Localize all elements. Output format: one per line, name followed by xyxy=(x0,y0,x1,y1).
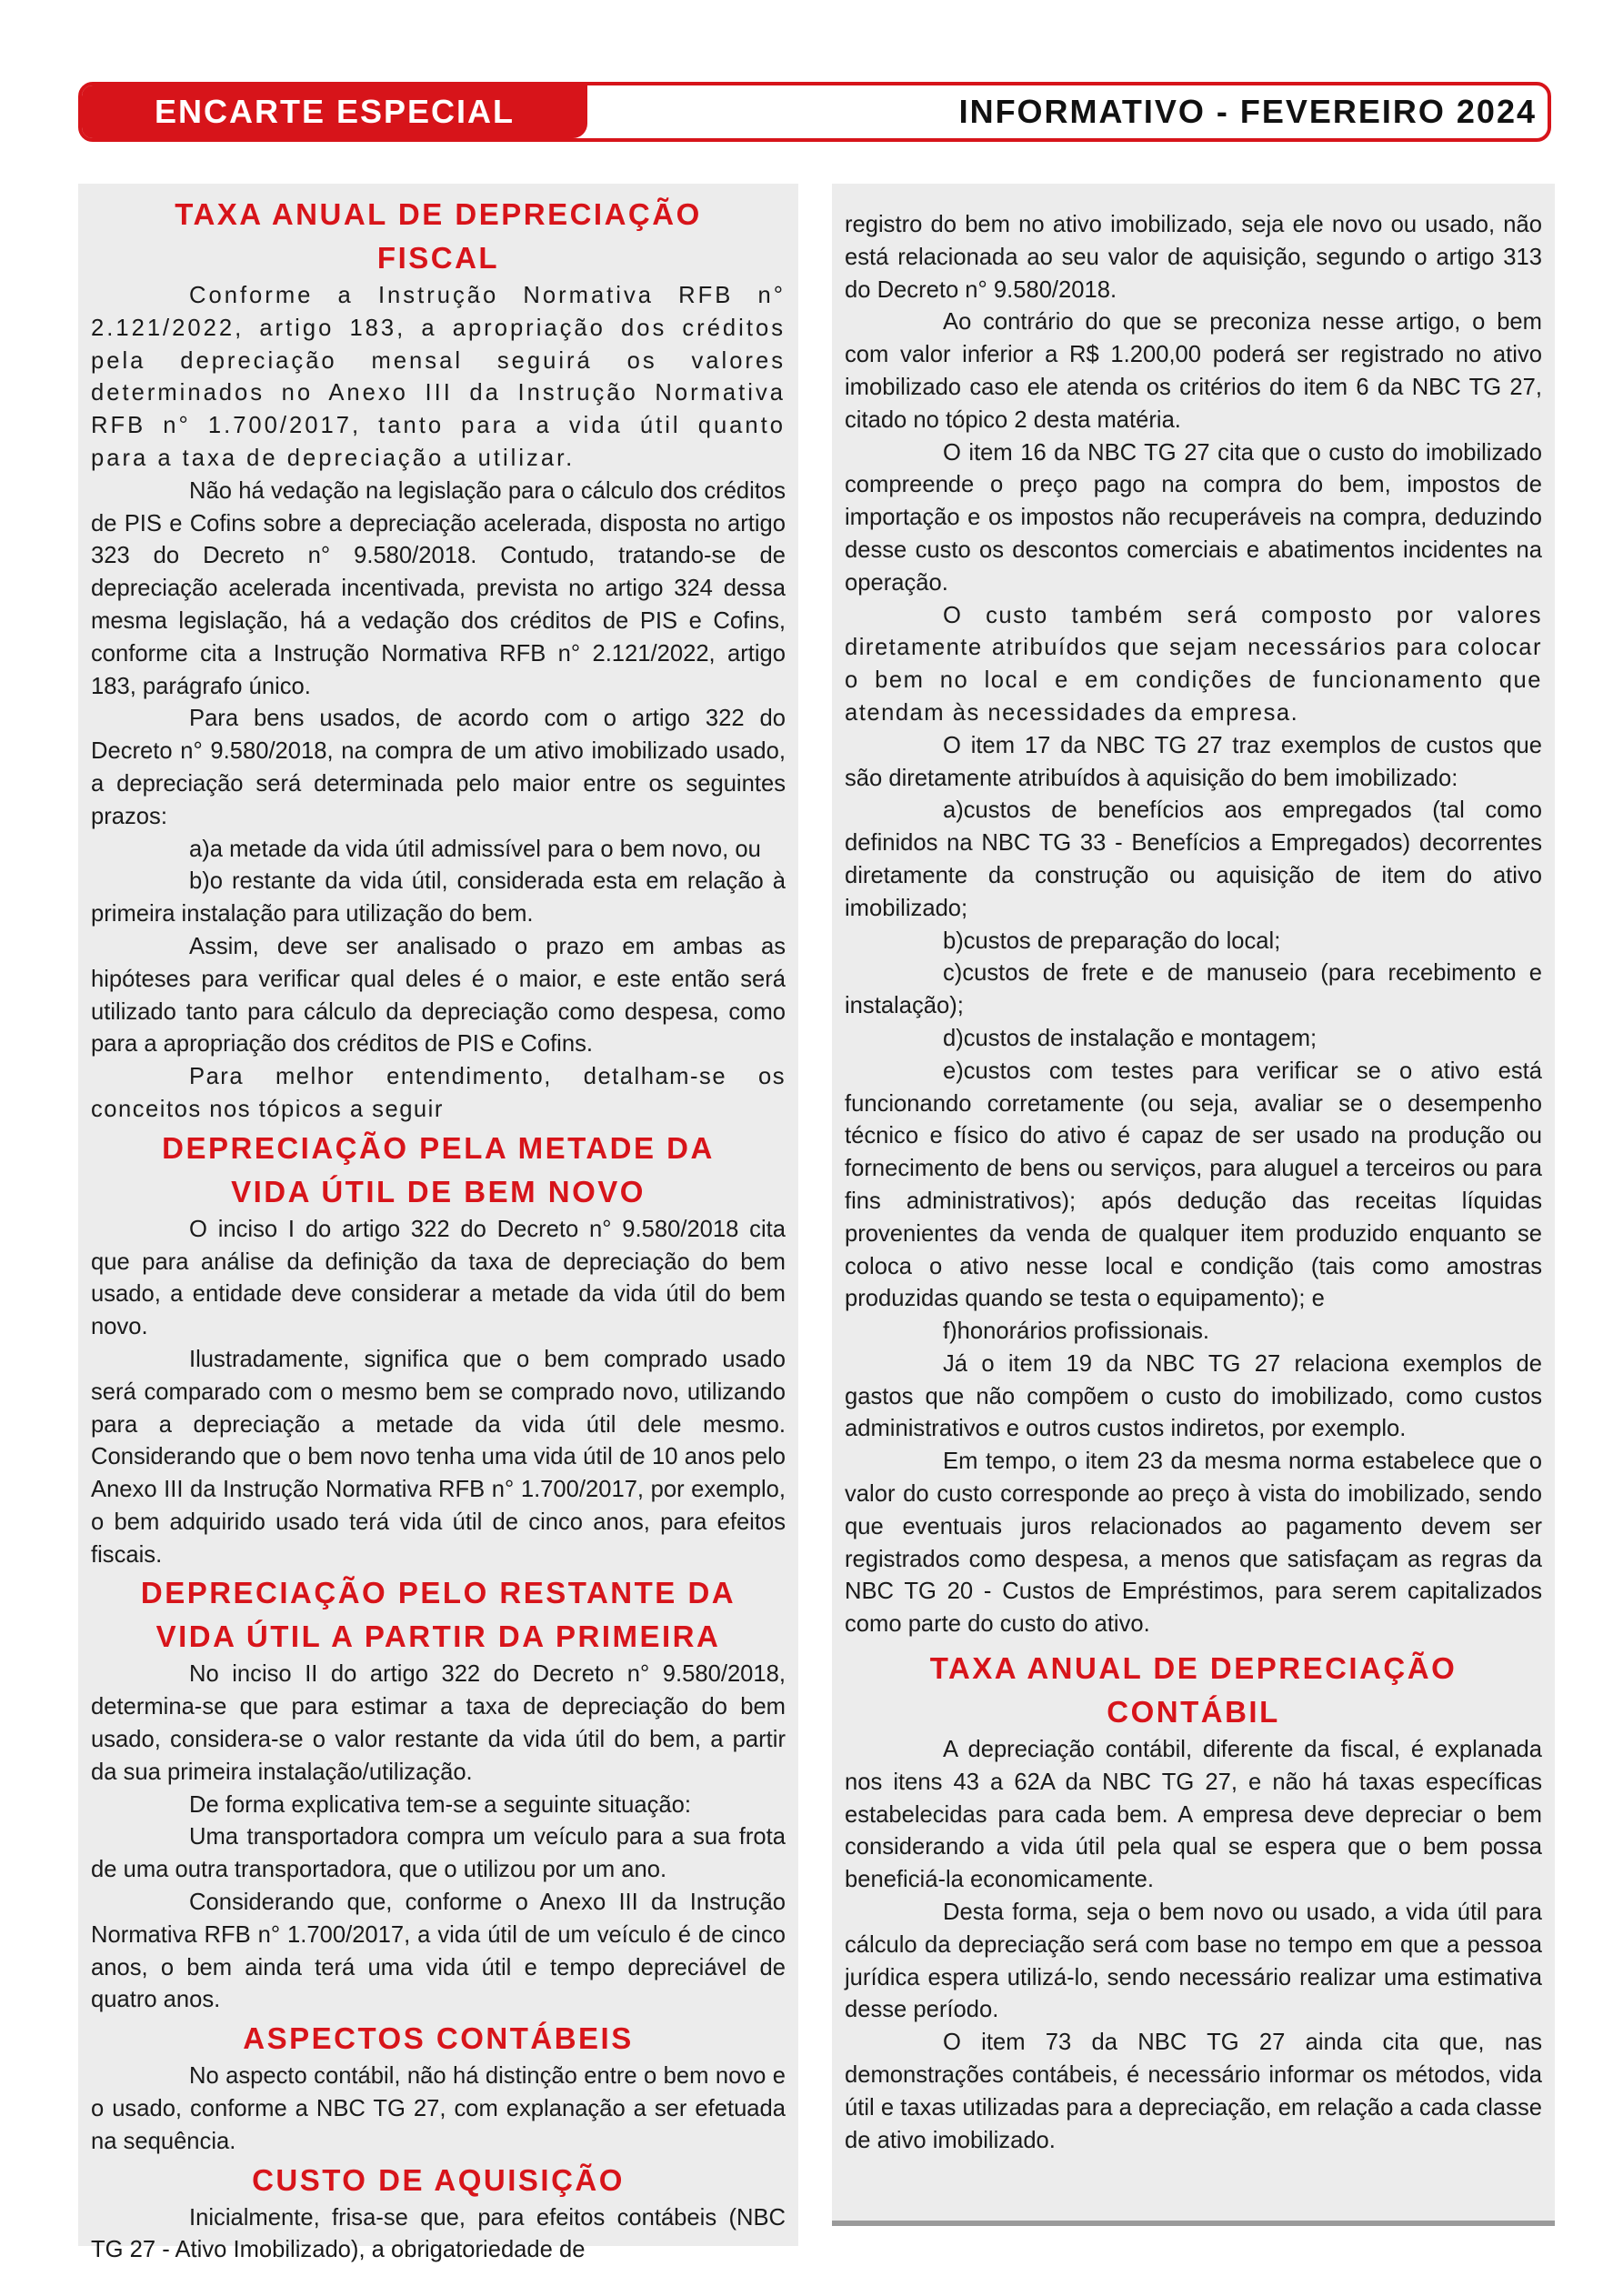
list-item: a)custos de benefícios aos empregados (tal como definidos na NBC TG 33 - Benefícios a Empregados) decorrentes diretamente da construção ou aquisição de item do ativo imobilizado; xyxy=(845,797,1542,921)
paragraph: Não há vedação na legislação para o cálculo dos créditos de PIS e Cofins sobre a depreciação acelerada, disposta no artigo 323 do Decreto n° 9.580/2018. Contudo, tratando-se de depreciação acelerada incentivada, prevista no artigo 324 dessa mesma legislação, há a vedação dos créditos de PIS e Cofins, conforme cita a Instrução Normativa RFB n° 2.121/2022, artigo 183, parágrafo único. xyxy=(91,477,786,699)
paragraph: No aspecto contábil, não há distinção entre o bem novo e o usado, conforme a NBC TG 27, com explanação a ser efetuada na sequência. xyxy=(91,2063,786,2154)
header-section-label: ENCARTE ESPECIAL xyxy=(154,93,516,130)
paragraph: Para bens usados, de acordo com o artigo 322 do Decreto n° 9.580/2018, na compra de um ativo imobilizado usado, a depreciação será determinada pelo maior entre os seguintes prazos: xyxy=(91,706,786,829)
page-header xyxy=(78,82,1551,142)
paragraph: Conforme a Instrução Normativa RFB n° 2.121/2022, artigo 183, a apropriação dos créditos pela depreciação mensal seguirá os valores determinados no Anexo III da Instrução Normativa RFB n° 1.700/2017, tanto para a vida útil quanto para a taxa de depreciação a utilizar. xyxy=(91,283,786,471)
paragraph: Ao contrário do que se preconiza nesse artigo, o bem com valor inferior a R$ 1.200,00 poderá ser registrado no ativo imobilizado caso ele atenda os critérios do item 6 da NBC TG 27, citado no tópico 2 desta matéria. xyxy=(845,309,1542,433)
paragraph: No inciso II do artigo 322 do Decreto n° 9.580/2018, determina-se que para estimar a taxa de depreciação do bem usado, considera-se o valor restante da vida útil do bem, a partir da sua primeira instalação/utilização. xyxy=(91,1661,786,1785)
paragraph: Já o item 19 da NBC TG 27 relaciona exemplos de gastos que não compõem o custo do imobilizado, como custos administrativos e outros custos indiretos, por exemplo. xyxy=(845,1350,1542,1442)
paragraph: Considerando que, conforme o Anexo III da Instrução Normativa RFB n° 1.700/2017, a vida útil de um veículo é de cinco anos, o bem ainda terá uma vida útil e tempo depreciável de quatro anos. xyxy=(91,1890,786,2013)
paragraph: Ilustradamente, significa que o bem comprado usado será comparado com o mesmo bem se comprado novo, utilizando para a depreciação a metade da vida útil dele mesmo. Considerando que o bem novo tenha uma vida útil de 10 anos pelo Anexo III da Instrução Normativa RFB n° 1.700/2017, por exemplo, o bem adquirido usado terá vida útil de cinco anos, para efeitos fiscais. xyxy=(91,1346,786,1568)
column-bottom-rule xyxy=(832,2221,1555,2226)
heading-half-useful-life: DEPRECIAÇÃO PELA METADE DA VIDA ÚTIL DE BEM NOVO xyxy=(162,1130,715,1208)
header-issue-label: INFORMATIVO - FEVEREIRO 2024 xyxy=(958,93,1537,130)
heading-fiscal-depreciation: TAXA ANUAL DE DEPRECIAÇÃO FISCAL xyxy=(175,197,702,275)
paragraph: O custo também será composto por valores diretamente atribuídos que sejam necessários para colocar o bem no local e em condições de funcionamento que atendam às necessidades da empresa. xyxy=(845,602,1542,726)
heading-remaining-useful-life: DEPRECIAÇÃO PELO RESTANTE DA VIDA ÚTIL A PARTIR DA PRIMEIRA xyxy=(140,1576,736,1654)
heading-accounting-depreciation: TAXA ANUAL DE DEPRECIAÇÃO CONTÁBIL xyxy=(929,1651,1458,1730)
paragraph: registro do bem no ativo imobilizado, seja ele novo ou usado, não está relacionada ao seu valor de aquisição, segundo o artigo 313 do Decreto n° 9.580/2018. xyxy=(845,212,1542,303)
header-badge xyxy=(82,85,587,138)
paragraph: Uma transportadora compra um veículo para a sua frota de uma outra transportadora, que o utilizou por um ano. xyxy=(91,1824,786,1883)
paragraph: O item 16 da NBC TG 27 cita que o custo do imobilizado compreende o preço pago na compra do bem, impostos de importação e os impostos não recuperáveis na compra, deduzindo desse custo os descontos comerciais e abatimentos incidentes na operação. xyxy=(845,439,1542,596)
paragraph: O item 73 da NBC TG 27 ainda cita que, nas demonstrações contábeis, é necessário informar os métodos, vida útil e taxas utilizadas para a depreciação, em relação a cada classe de ativo imobilizado. xyxy=(845,2030,1542,2153)
list-item: d)custos de instalação e montagem; xyxy=(943,1025,1317,1051)
paragraph: Desta forma, seja o bem novo ou usado, a vida útil para cálculo da depreciação será com base no tempo em que a pessoa jurídica espera utilizá-lo, sendo necessário realizar uma estimativa desse período. xyxy=(845,1900,1542,2023)
list-item: b)o restante da vida útil, considerada esta em relação à primeira instalação para utilização do bem. xyxy=(91,868,786,927)
list-item: f)honorários profissionais. xyxy=(943,1318,1210,1345)
paragraph: O item 17 da NBC TG 27 traz exemplos de custos que são diretamente atribuídos à aquisição do bem imobilizado: xyxy=(845,732,1542,791)
list-item: c)custos de frete e de manuseio (para recebimento e instalação); xyxy=(845,960,1542,1019)
left-column xyxy=(78,184,798,2263)
heading-acquisition-cost: CUSTO DE AQUISIÇÃO xyxy=(252,2162,625,2197)
paragraph: Inicialmente, frisa-se que, para efeitos contábeis (NBC TG 27 - Ativo Imobilizado), a obrigatoriedade de xyxy=(91,2204,786,2263)
paragraph: Para melhor entendimento, detalham-se os conceitos nos tópicos a seguir xyxy=(91,1064,786,1122)
heading-accounting-aspects: ASPECTOS CONTÁBEIS xyxy=(243,2021,634,2056)
list-item: b)custos de preparação do local; xyxy=(943,927,1281,954)
paragraph: Em tempo, o item 23 da mesma norma estabelece que o valor do custo corresponde ao preço à vista do imobilizado, sendo que eventuais juros relacionados ao pagamento devem ser registrados como despesa, a menos que satisfaçam as regras da NBC TG 20 - Custos de Empréstimos, para serem capitalizados como parte do custo do ativo. xyxy=(845,1449,1542,1638)
right-column xyxy=(832,184,1555,2221)
paragraph: A depreciação contábil, diferente da fiscal, é explanada nos itens 43 a 62A da NBC TG 27, e não há taxas específicas estabelecidas para cada bem. A empresa deve depreciar o bem considerando a vida útil pela qual se espera que o bem possa beneficiá-la economicamente. xyxy=(845,1737,1542,1893)
paragraph: De forma explicativa tem-se a seguinte situação: xyxy=(189,1791,691,1818)
paragraph: O inciso I do artigo 322 do Decreto n° 9.580/2018 cita que para análise da definição da taxa de depreciação do bem usado, a entidade deve considerar a metade da vida útil do bem novo. xyxy=(91,1216,786,1340)
list-item: e)custos com testes para verificar se o ativo está funcionando corretamente (ou seja, avaliar se o desempenho técnico e físico do ativo é capaz de ser usado na produção ou fornecimento de bens ou serviços, para aluguel a terceiros ou para fins administrativos); após dedução das receitas líquidas provenientes da venda de qualquer item produzido enquanto se coloca o ativo nesse local e condição (tais como amostras produzidas quando se testa o equipamento); e xyxy=(845,1058,1542,1312)
paragraph: Assim, deve ser analisado o prazo em ambas as hipóteses para verificar qual deles é o maior, e este então será utilizado tanto para cálculo da depreciação como despesa, como para a apropriação dos créditos de PIS e Cofins. xyxy=(91,933,786,1058)
list-item: a)a metade da vida útil admissível para o bem novo, ou xyxy=(189,836,761,862)
